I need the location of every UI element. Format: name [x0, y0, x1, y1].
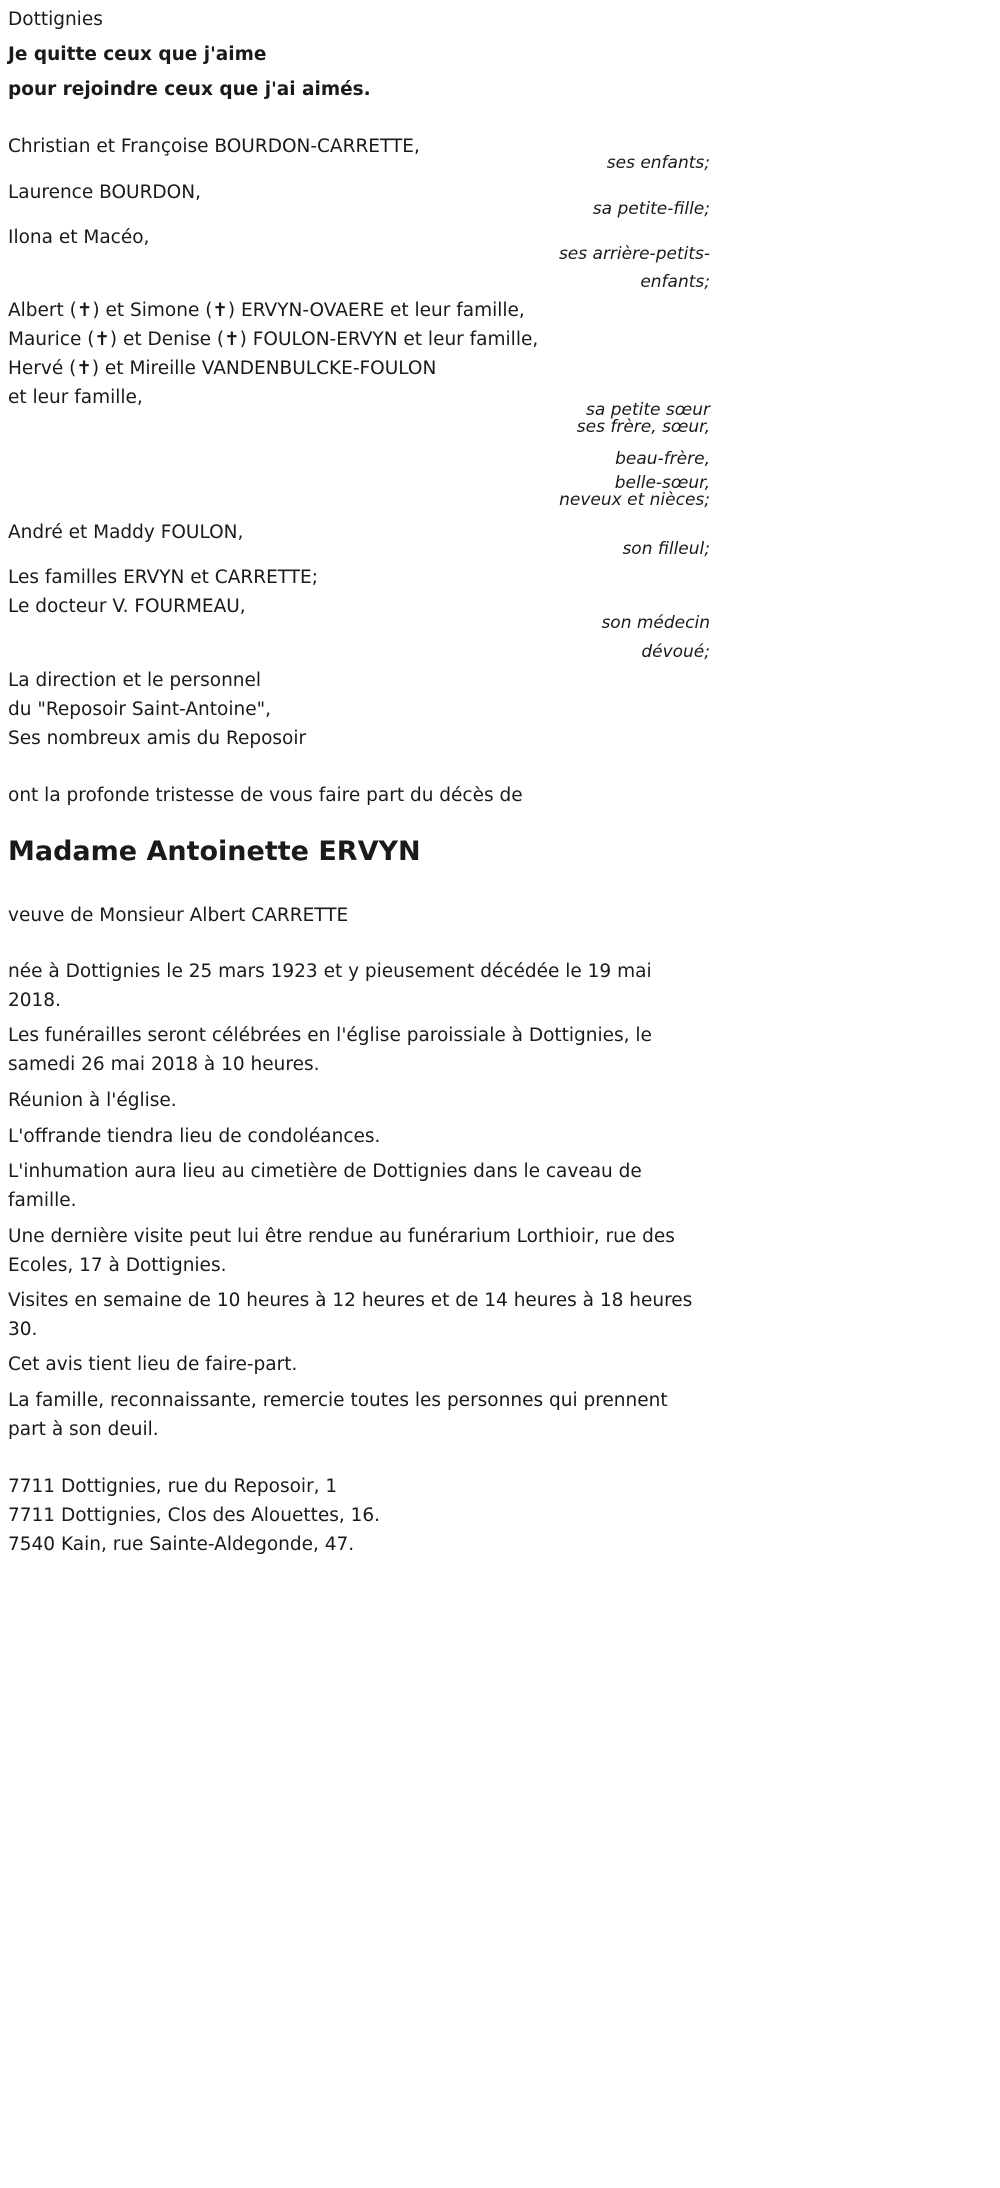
doctor-line: Le docteur V. FOURMEAU, — [8, 596, 246, 617]
notice-paragraph: Cet avis tient lieu de faire-part. — [8, 1354, 298, 1375]
address-line: 7711 Dottignies, Clos des Alouettes, 16. — [8, 1505, 381, 1526]
staff-line: du "Reposoir Saint-Antoine", — [8, 699, 271, 720]
widow-of-line: veuve de Monsieur Albert CARRETTE — [8, 905, 349, 926]
thanks-paragraph: La famille, reconnaissante, remercie toutes les personnes qui prennent part à son deuil. — [8, 1390, 668, 1440]
family-relation: sa petite-fille; — [592, 199, 710, 219]
family-member-name: Laurence BOURDON, — [8, 182, 201, 203]
sibling-relation: neveux et nièces; — [559, 490, 710, 510]
staff-line: Ses nombreux amis du Reposoir — [8, 728, 307, 749]
sibling-relation: ses frère, sœur, — [576, 417, 710, 437]
families-line: Les familles ERVYN et CARRETTE; — [8, 567, 318, 588]
announcement-text: ont la profonde tristesse de vous faire part du décès de — [8, 785, 523, 806]
funeral-paragraph: Les funérailles seront célébrées en l'église paroissiale à Dottignies, le samedi 26 mai 2018 à 10 heures. — [8, 1025, 652, 1075]
address-line: 7540 Kain, rue Sainte-Aldegonde, 47. — [8, 1534, 355, 1555]
deceased-name: Madame Antoinette ERVYN — [8, 836, 421, 867]
godson-relation: son filleul; — [622, 539, 710, 559]
staff-line: La direction et le personnel — [8, 670, 262, 691]
family-member-name: Ilona et Macéo, — [8, 227, 150, 248]
place-header: Dottignies — [8, 9, 103, 30]
visit-paragraph: Une dernière visite peut lui être rendue au funérarium Lorthioir, rue des Ecoles, 17 à Dottignies. — [8, 1226, 675, 1276]
family-relation: ses enfants; — [606, 153, 710, 173]
hours-paragraph: Visites en semaine de 10 heures à 12 heures et de 14 heures à 18 heures 30. — [8, 1290, 693, 1340]
sibling-relation: sa petite sœur — [586, 400, 710, 420]
sibling-line: et leur famille, — [8, 387, 143, 408]
doctor-relation: dévoué; — [641, 642, 710, 662]
family-member-name: Christian et Françoise BOURDON-CARRETTE, — [8, 136, 420, 157]
address-line: 7711 Dottignies, rue du Reposoir, 1 — [8, 1476, 338, 1497]
sibling-relation: beau-frère, — [615, 449, 710, 469]
doctor-relation: son médecin — [601, 613, 710, 633]
quote-line-1: Je quitte ceux que j'aime — [8, 44, 267, 65]
meeting-paragraph: Réunion à l'église. — [8, 1090, 177, 1111]
sibling-line: Maurice (✝) et Denise (✝) FOULON-ERVYN et leur famille, — [8, 329, 539, 350]
sibling-line: Hervé (✝) et Mireille VANDENBULCKE-FOULON — [8, 358, 437, 379]
offering-paragraph: L'offrande tiendra lieu de condoléances. — [8, 1126, 381, 1147]
burial-paragraph: L'inhumation aura lieu au cimetière de Dottignies dans le caveau de famille. — [8, 1161, 642, 1211]
sibling-relation: belle-sœur, — [614, 473, 710, 493]
birth-death-paragraph: née à Dottignies le 25 mars 1923 et y pieusement décédée le 19 mai 2018. — [8, 961, 652, 1011]
family-relation: enfants; — [640, 272, 710, 292]
godson-name: André et Maddy FOULON, — [8, 522, 244, 543]
sibling-line: Albert (✝) et Simone (✝) ERVYN-OVAERE et leur famille, — [8, 300, 525, 321]
quote-line-2: pour rejoindre ceux que j'ai aimés. — [8, 79, 371, 100]
family-relation: ses arrière-petits- — [558, 244, 710, 264]
